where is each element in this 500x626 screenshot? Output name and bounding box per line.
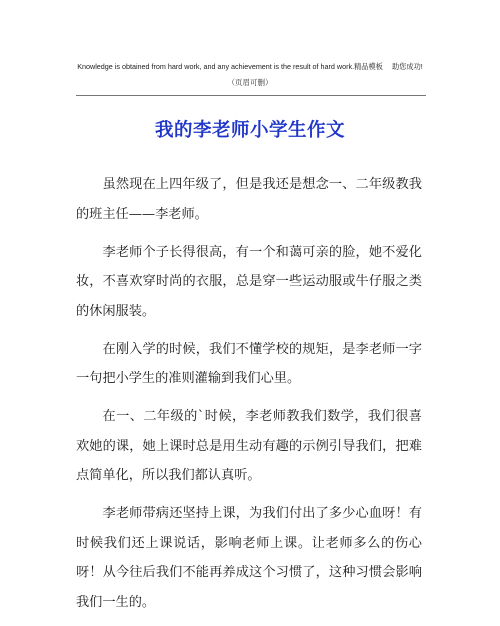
paragraph: 李老师个子长得很高，有一个和蔼可亲的脸，她不爱化妆，不喜欢穿时尚的衣服，总是穿一些运动服或牛仔服之类的休闲服装。: [76, 244, 422, 319]
header-motto: Knowledge is obtained from hard work, and any achievement is the result of hard work.精品模板 助您成功!: [77, 62, 423, 71]
header-removable-note: （页眉可删）: [227, 78, 273, 87]
paragraph: 虽然现在上四年级了，但是我还是想念一、二年级教我的班主任——李老师。: [76, 177, 422, 222]
document-title: 我的李老师小学生作文: [154, 120, 345, 141]
document-body: [76, 170, 422, 626]
paragraph: 在一、二年级的`时候，李老师教我们数学，我们很喜欢她的课，她上课时总是用生动有趣的示例引导我们，把难点简单化，所以我们都认真听。: [76, 409, 422, 483]
paragraph: 李老师带病还坚持上课，为我们付出了多少心血呀！有时候我们还上课说话，影响老师上课。让老师多么的伤心呀！从今往后我们不能再养成这个习惯了，这种习惯会影响我们一生的。: [76, 506, 422, 610]
header-divider: [76, 95, 426, 96]
paragraph: 在刚入学的时候，我们不懂学校的规矩，是李老师一字一句把小学生的准则灌输到我们心里。: [76, 341, 422, 386]
